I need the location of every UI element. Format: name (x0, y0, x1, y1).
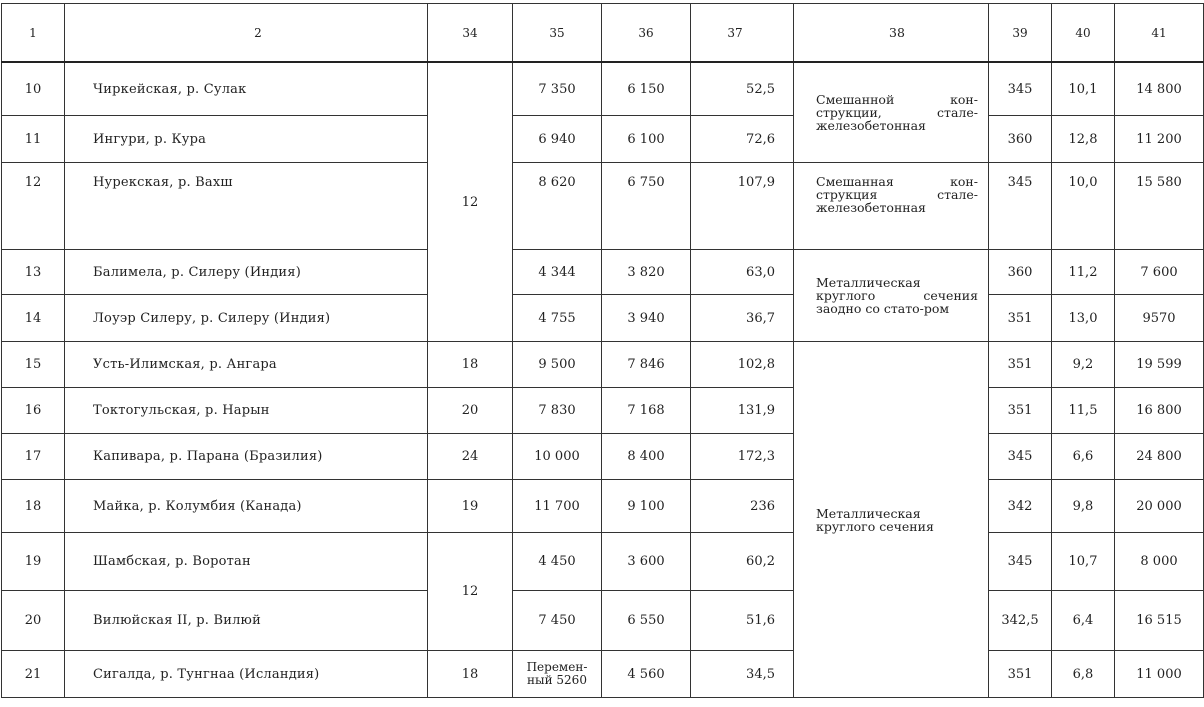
table-row (2, 342, 1204, 388)
station-name: Ингури, р. Кура (65, 116, 428, 163)
col-35: 6 940 (513, 116, 602, 163)
row-number: 17 (2, 434, 65, 480)
col-40: 9,2 (1052, 342, 1115, 388)
col-36: 3 600 (602, 533, 691, 591)
row-number: 20 (2, 591, 65, 651)
col-35: 4 755 (513, 295, 602, 342)
table-row (2, 434, 1204, 480)
row-number: 12 (2, 163, 65, 250)
table-row (2, 651, 1204, 698)
col-37: 34,5 (691, 651, 794, 698)
col-39: 351 (989, 295, 1052, 342)
col-41: 9570 (1115, 295, 1204, 342)
col-34: 18 (428, 651, 513, 698)
col-34-merged: 12 (428, 62, 513, 342)
col-34: 19 (428, 480, 513, 533)
col-41: 19 599 (1115, 342, 1204, 388)
col-37: 51,6 (691, 591, 794, 651)
col-40: 10,7 (1052, 533, 1115, 591)
table-row (2, 533, 1204, 591)
col-41: 20 000 (1115, 480, 1204, 533)
col-40: 13,0 (1052, 295, 1115, 342)
col-36: 3 820 (602, 250, 691, 295)
station-name: Капивара, р. Парана (Бразилия) (65, 434, 428, 480)
col-41: 7 600 (1115, 250, 1204, 295)
col-39: 351 (989, 342, 1052, 388)
table-row (2, 295, 1204, 342)
col-36: 3 940 (602, 295, 691, 342)
station-name: Чиркейская, р. Сулак (65, 62, 428, 116)
header-col-37: 37 (691, 4, 794, 63)
col-41: 16 515 (1115, 591, 1204, 651)
col-36: 7 846 (602, 342, 691, 388)
col-40: 11,2 (1052, 250, 1115, 295)
col-39: 345 (989, 62, 1052, 116)
col-36: 4 560 (602, 651, 691, 698)
col-40: 10,1 (1052, 62, 1115, 116)
row-number: 10 (2, 62, 65, 116)
col-37: 60,2 (691, 533, 794, 591)
station-name: Усть-Илимская, р. Ангара (65, 342, 428, 388)
col-34-merged: 12 (428, 533, 513, 651)
col-35: 9 500 (513, 342, 602, 388)
col-37: 72,6 (691, 116, 794, 163)
col-41: 16 800 (1115, 388, 1204, 434)
col-41: 8 000 (1115, 533, 1204, 591)
col-35: 4 450 (513, 533, 602, 591)
col-41: 14 800 (1115, 62, 1204, 116)
table-row (2, 62, 1204, 116)
col-37: 36,7 (691, 295, 794, 342)
col-36: 9 100 (602, 480, 691, 533)
col-37: 102,8 (691, 342, 794, 388)
col-40: 11,5 (1052, 388, 1115, 434)
col-35: 4 344 (513, 250, 602, 295)
table-body (2, 62, 1204, 698)
row-number: 18 (2, 480, 65, 533)
table-row (2, 163, 1204, 250)
col-41: 24 800 (1115, 434, 1204, 480)
col-36: 7 168 (602, 388, 691, 434)
station-name: Вилюйская II, р. Вилюй (65, 591, 428, 651)
col-37: 172,3 (691, 434, 794, 480)
col-36: 6 100 (602, 116, 691, 163)
col-38-merged: Металлическая круглого сечения заодно со стато-ром (794, 250, 989, 342)
station-name: Сигалда, р. Тунгнаа (Исландия) (65, 651, 428, 698)
col-39: 351 (989, 651, 1052, 698)
row-number: 19 (2, 533, 65, 591)
col-41: 11 000 (1115, 651, 1204, 698)
table-row (2, 480, 1204, 533)
station-name: Балимела, р. Силеру (Индия) (65, 250, 428, 295)
table-row (2, 116, 1204, 163)
col-34: 24 (428, 434, 513, 480)
header-col-36: 36 (602, 4, 691, 63)
col-39: 345 (989, 533, 1052, 591)
col-37: 131,9 (691, 388, 794, 434)
header-col-38: 38 (794, 4, 989, 63)
header-col-35: 35 (513, 4, 602, 63)
data-table (1, 3, 1204, 698)
header-col-40: 40 (1052, 4, 1115, 63)
col-35: 10 000 (513, 434, 602, 480)
header-col-39: 39 (989, 4, 1052, 63)
col-38: Смешанная кон-струкция стале-железобетонная (794, 163, 989, 250)
header-col-2: 2 (65, 4, 428, 63)
row-number: 14 (2, 295, 65, 342)
col-39: 360 (989, 116, 1052, 163)
col-35: 7 830 (513, 388, 602, 434)
table-header (2, 4, 1204, 63)
table-row (2, 388, 1204, 434)
table-row (2, 250, 1204, 295)
row-number: 11 (2, 116, 65, 163)
col-35: 7 350 (513, 62, 602, 116)
col-35: 11 700 (513, 480, 602, 533)
col-38-merged: Смешанной кон-струкции, стале-железобетонная (794, 62, 989, 163)
station-name: Шамбская, р. Воротан (65, 533, 428, 591)
col-34: 20 (428, 388, 513, 434)
row-number: 16 (2, 388, 65, 434)
col-37: 63,0 (691, 250, 794, 295)
col-40: 9,8 (1052, 480, 1115, 533)
col-39: 345 (989, 434, 1052, 480)
col-39: 345 (989, 163, 1052, 250)
col-41: 15 580 (1115, 163, 1204, 250)
col-39: 351 (989, 388, 1052, 434)
row-number: 21 (2, 651, 65, 698)
col-40: 10,0 (1052, 163, 1115, 250)
station-name: Токтогульская, р. Нарын (65, 388, 428, 434)
col-39: 342 (989, 480, 1052, 533)
table-row (2, 591, 1204, 651)
col-40: 12,8 (1052, 116, 1115, 163)
col-41: 11 200 (1115, 116, 1204, 163)
col-37: 236 (691, 480, 794, 533)
header-col-41: 41 (1115, 4, 1204, 63)
col-40: 6,8 (1052, 651, 1115, 698)
col-34: 18 (428, 342, 513, 388)
col-37: 107,9 (691, 163, 794, 250)
station-name: Нурекская, р. Вахш (65, 163, 428, 250)
col-35: Перемен-ный 5260 (513, 651, 602, 698)
header-row (2, 4, 1204, 63)
col-36: 6 150 (602, 62, 691, 116)
col-36: 6 750 (602, 163, 691, 250)
header-col-34: 34 (428, 4, 513, 63)
col-35: 7 450 (513, 591, 602, 651)
col-35: 8 620 (513, 163, 602, 250)
col-40: 6,4 (1052, 591, 1115, 651)
col-38-merged: Металлическая круглого сечения (794, 342, 989, 698)
station-name: Майка, р. Колумбия (Канада) (65, 480, 428, 533)
station-name: Лоуэр Силеру, р. Силеру (Индия) (65, 295, 428, 342)
row-number: 15 (2, 342, 65, 388)
row-number: 13 (2, 250, 65, 295)
col-36: 8 400 (602, 434, 691, 480)
col-39: 342,5 (989, 591, 1052, 651)
col-36: 6 550 (602, 591, 691, 651)
col-37: 52,5 (691, 62, 794, 116)
header-col-1: 1 (2, 4, 65, 63)
col-40: 6,6 (1052, 434, 1115, 480)
col-39: 360 (989, 250, 1052, 295)
